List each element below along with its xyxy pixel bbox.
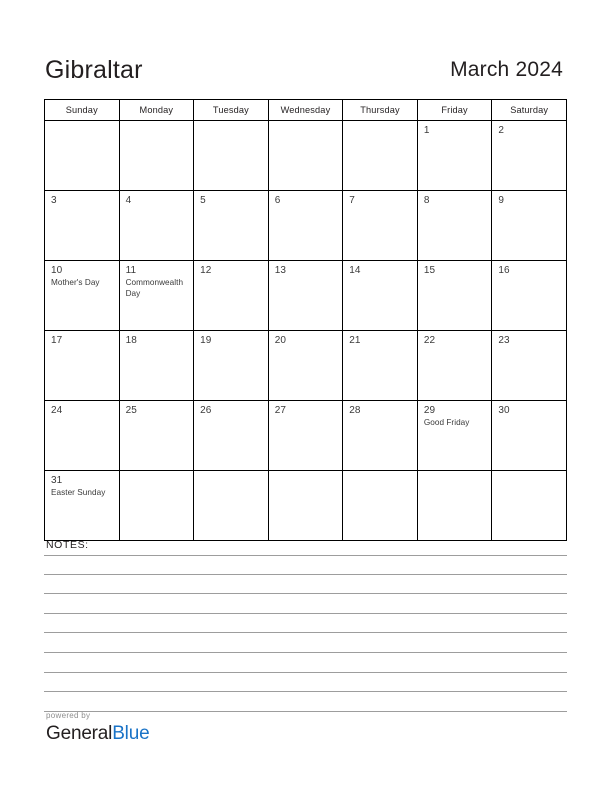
- calendar-day-cell[interactable]: [45, 261, 120, 331]
- weekday-header-sunday: Sunday: [45, 100, 120, 121]
- calendar-day-cell[interactable]: [492, 331, 567, 401]
- day-number: 22: [423, 335, 436, 346]
- day-number: 2: [498, 125, 505, 136]
- day-number: 17: [51, 335, 63, 346]
- day-number: 25: [125, 405, 137, 416]
- calendar-day-cell[interactable]: [417, 121, 492, 191]
- calendar-week-row: [45, 401, 567, 471]
- calendar-day-cell[interactable]: [194, 401, 269, 471]
- calendar-day-cell[interactable]: [492, 261, 567, 331]
- day-number: 4: [125, 195, 132, 206]
- day-number: 8: [423, 195, 430, 206]
- calendar-day-cell-empty: [492, 471, 567, 541]
- day-number: 30: [498, 405, 510, 416]
- calendar-day-cell[interactable]: [119, 261, 194, 331]
- calendar-grid-container: [44, 99, 567, 541]
- notes-lines[interactable]: [44, 555, 567, 712]
- weekday-header-monday: Monday: [119, 100, 194, 121]
- day-number: 5: [200, 195, 206, 206]
- calendar-week-row: [45, 191, 567, 261]
- day-number: 27: [274, 405, 287, 416]
- page-header: [45, 50, 563, 84]
- day-number: 21: [349, 335, 361, 346]
- brand-name-second: Blue: [112, 723, 150, 744]
- calendar-day-cell-empty: [194, 121, 269, 191]
- calendar-day-cell-empty: [343, 121, 418, 191]
- day-number: 31: [51, 475, 63, 486]
- calendar-day-cell[interactable]: [492, 191, 567, 261]
- calendar-day-cell[interactable]: [343, 401, 418, 471]
- weekday-header-tuesday: Tuesday: [194, 100, 269, 121]
- calendar-day-cell[interactable]: [268, 401, 343, 471]
- notes-line[interactable]: [44, 692, 567, 712]
- calendar-day-cell[interactable]: [417, 191, 492, 261]
- day-number: 28: [349, 405, 361, 416]
- calendar-day-cell[interactable]: [45, 331, 120, 401]
- day-number: 1: [423, 125, 430, 136]
- notes-label: NOTES:: [46, 539, 89, 551]
- calendar-day-cell-empty: [119, 121, 194, 191]
- calendar-day-cell[interactable]: [268, 191, 343, 261]
- day-number: 3: [51, 195, 57, 206]
- calendar-day-cell[interactable]: [343, 331, 418, 401]
- calendar-day-cell[interactable]: [194, 331, 269, 401]
- notes-line[interactable]: [44, 633, 567, 653]
- calendar-day-cell[interactable]: [45, 191, 120, 261]
- calendar-day-cell[interactable]: [343, 191, 418, 261]
- calendar-day-cell[interactable]: [119, 191, 194, 261]
- notes-section: [44, 538, 567, 712]
- calendar-day-cell[interactable]: [268, 261, 343, 331]
- day-number: 15: [423, 265, 436, 276]
- calendar-day-cell-empty: [194, 471, 269, 541]
- day-number: 29: [423, 405, 436, 416]
- calendar-week-row: [45, 261, 567, 331]
- calendar-day-cell[interactable]: [343, 261, 418, 331]
- calendar-day-cell[interactable]: [268, 331, 343, 401]
- day-number: 23: [498, 335, 510, 346]
- weekday-header-thursday: Thursday: [343, 100, 418, 121]
- calendar-day-cell[interactable]: [194, 261, 269, 331]
- calendar-day-cell[interactable]: [45, 401, 120, 471]
- day-number: 19: [200, 335, 212, 346]
- notes-line[interactable]: [44, 673, 567, 693]
- calendar-week-row: [45, 331, 567, 401]
- weekday-header-wednesday: Wednesday: [268, 100, 343, 121]
- calendar-table: [44, 99, 567, 541]
- month-year-label: March 2024: [450, 58, 563, 81]
- day-number: 9: [498, 195, 505, 206]
- day-number: 18: [125, 335, 137, 346]
- day-number: 24: [51, 405, 63, 416]
- calendar-day-cell-empty: [417, 471, 492, 541]
- calendar-week-row: [45, 471, 567, 541]
- notes-line[interactable]: [44, 594, 567, 614]
- weekday-header-friday: Friday: [417, 100, 492, 121]
- calendar-day-cell[interactable]: [194, 191, 269, 261]
- calendar-day-cell[interactable]: [417, 261, 492, 331]
- calendar-day-cell-empty: [268, 121, 343, 191]
- generalblue-logo: [46, 722, 149, 745]
- calendar-day-cell[interactable]: [492, 401, 567, 471]
- calendar-day-cell-empty: [45, 121, 120, 191]
- notes-line[interactable]: [44, 575, 567, 595]
- notes-line[interactable]: [44, 555, 567, 575]
- day-number: 10: [51, 265, 63, 276]
- notes-line[interactable]: [44, 614, 567, 634]
- day-number: 16: [498, 265, 510, 276]
- day-event-label: Good Friday: [423, 418, 470, 427]
- day-number: 12: [200, 265, 212, 276]
- calendar-day-cell[interactable]: [417, 401, 492, 471]
- calendar-week-row: [45, 121, 567, 191]
- weekday-header-saturday: Saturday: [492, 100, 567, 121]
- weekday-header-row: [45, 100, 567, 121]
- day-number: 13: [274, 265, 287, 276]
- day-number: 7: [349, 195, 355, 206]
- calendar-body: [45, 121, 567, 541]
- calendar-day-cell[interactable]: [417, 331, 492, 401]
- calendar-day-cell[interactable]: [492, 121, 567, 191]
- powered-by-label: powered by: [46, 711, 91, 720]
- calendar-day-cell-empty: [343, 471, 418, 541]
- footer-branding: [46, 710, 149, 745]
- calendar-day-cell[interactable]: [119, 331, 194, 401]
- brand-name-first: General: [46, 723, 113, 744]
- day-event-label: Mother's Day: [51, 278, 100, 287]
- notes-line[interactable]: [44, 653, 567, 673]
- calendar-day-cell[interactable]: [45, 471, 120, 541]
- day-number: 26: [200, 405, 212, 416]
- calendar-day-cell-empty: [119, 471, 194, 541]
- day-event-label: Easter Sunday: [51, 488, 106, 497]
- day-number: 11: [125, 265, 137, 276]
- page-title: Gibraltar: [45, 56, 143, 84]
- calendar-day-cell-empty: [268, 471, 343, 541]
- day-number: 20: [274, 335, 287, 346]
- day-event-label: Commonwealth Day: [125, 278, 184, 298]
- calendar-day-cell[interactable]: [119, 401, 194, 471]
- day-number: 6: [274, 195, 281, 206]
- day-number: 14: [349, 265, 361, 276]
